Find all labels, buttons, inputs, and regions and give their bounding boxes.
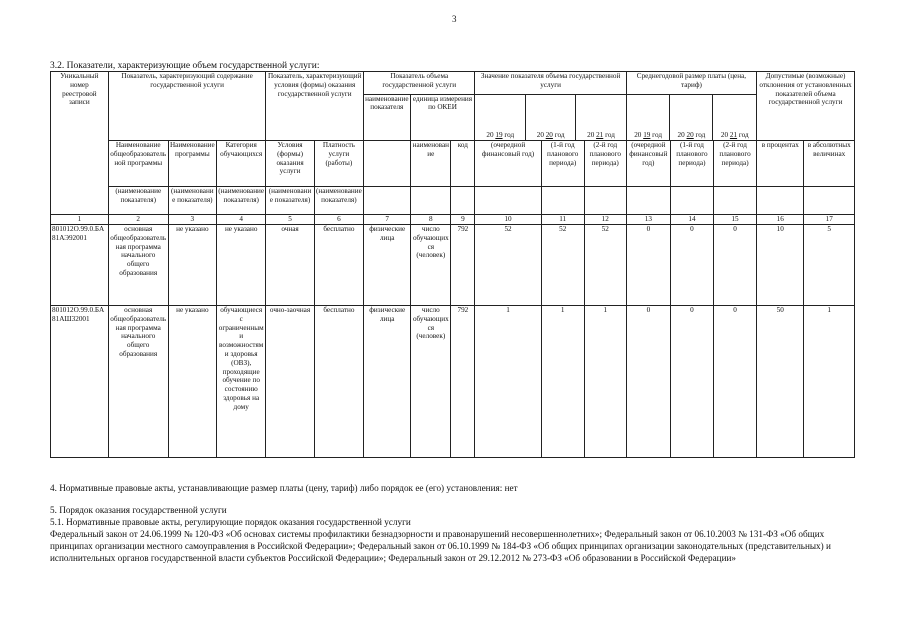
column-numbers-row xyxy=(51,215,855,225)
row-form: очно-заочная xyxy=(266,306,314,458)
col-number: 13 xyxy=(626,215,670,225)
year-header-4: 20 19 год xyxy=(627,94,670,140)
header-volume-indicator: Показатель объема государственной услуги xyxy=(364,72,474,94)
header-unit: единица измерения по ОКЕИ xyxy=(412,94,473,112)
row-value-2: 1 xyxy=(541,306,584,458)
header-indicator-name: наименование показателя xyxy=(364,94,410,140)
col-number: 16 xyxy=(757,215,804,225)
col-number: 9 xyxy=(451,215,475,225)
row-value-1: 1 xyxy=(475,306,541,458)
col-number: 5 xyxy=(266,215,314,225)
header-paid: Платность услуги (работы) xyxy=(314,141,363,187)
year-header-6: 20 21 год xyxy=(720,131,749,140)
year-note-2: (1-й год планового периода) xyxy=(541,141,584,187)
col-number: 8 xyxy=(411,215,451,225)
paragraph-legal-acts: 5.1. Нормативные правовые акты, регулирующие порядок оказания государственной услуги xyxy=(50,517,411,527)
row-code: 792 xyxy=(451,225,475,306)
row-program-name: не указано xyxy=(168,306,216,458)
table-row xyxy=(51,306,855,458)
header-naim-5: (наименование показателя) xyxy=(314,187,363,215)
header-content-indicator: Показатель, характеризующий содержание государственной услуги xyxy=(108,72,266,141)
row-value-3: 52 xyxy=(584,225,626,306)
row-value-1: 52 xyxy=(475,225,541,306)
row-dev-absolute: 1 xyxy=(804,306,855,458)
year-header-3: 20 21 год xyxy=(587,131,615,140)
header-conditions-indicator: Показатель, характеризующий условия (формы) оказания государственной услуги xyxy=(266,72,364,141)
row-program-name: не указано xyxy=(168,225,216,306)
row-price-1: 0 xyxy=(626,225,670,306)
header-forms: Условия (формы) оказания услуги xyxy=(266,141,314,187)
col-number: 15 xyxy=(714,215,757,225)
header-naim-2: (наименование показателя) xyxy=(168,187,216,215)
row-id: 801012О.99.0.БА81АЭ92001 xyxy=(51,225,109,306)
row-category: не указано xyxy=(217,225,266,306)
row-price-3: 0 xyxy=(714,306,757,458)
row-price-3: 0 xyxy=(714,225,757,306)
col-number: 1 xyxy=(51,215,109,225)
header-percent: в процентах xyxy=(757,141,804,187)
laws-text: Федеральный закон от 24.06.1999 № 120-ФЗ «Об основах системы профилактики безнадзорности и правонарушений несовершеннолетних»; Федеральный закон от 06.10.2003 № 131-ФЗ «Об общих принципах организации местного самоуправления в Российской Федерации»; Федеральный закон от 06.10.1999 № 184-ФЗ «Об общих принципах организации законодательных (представительных) и исполнительных органов государственной власти субъектов Российской Федерации»; Федеральный закон от 29.12.2012 № 273-ФЗ «Об образовании в Российской Федерации» xyxy=(50,529,831,563)
header-program-level: Наименование общеобразовательной программы xyxy=(108,141,168,187)
header-code: код xyxy=(451,141,475,187)
row-dev-percent: 10 xyxy=(757,225,804,306)
row-value-3: 1 xyxy=(584,306,626,458)
row-paid: бесплатно xyxy=(314,225,363,306)
col-number: 10 xyxy=(475,215,541,225)
row-dev-absolute: 5 xyxy=(804,225,855,306)
col-number: 14 xyxy=(670,215,713,225)
row-dev-percent: 50 xyxy=(757,306,804,458)
header-avg-fee: Среднегодовой размер платы (цена, тариф) xyxy=(627,72,756,94)
header-absolute: в абсолютных величинах xyxy=(804,141,855,187)
col-number: 2 xyxy=(108,215,168,225)
row-id: 801012О.99.0.БА81АШ32001 xyxy=(51,306,109,458)
page-number: 3 xyxy=(452,14,457,24)
row-price-1: 0 xyxy=(626,306,670,458)
row-program: основная общеобразовательная программа начального общего образования xyxy=(108,306,168,458)
col-number: 3 xyxy=(168,215,216,225)
table-row xyxy=(51,225,855,306)
col-number: 7 xyxy=(364,215,411,225)
row-unit: число обучающихся (человек) xyxy=(411,225,451,306)
header-naim-1: (наименование показателя) xyxy=(108,187,168,215)
row-price-2: 0 xyxy=(670,225,713,306)
section-title: 3.2. Показатели, характеризующие объем государственной услуги: xyxy=(50,61,320,71)
year-note-4: (очередной финансовый год) xyxy=(626,141,670,187)
paragraph-procedure: 5. Порядок оказания государственной услуги xyxy=(50,505,227,515)
col-number: 4 xyxy=(217,215,266,225)
header-naim-4: (наименование показателя) xyxy=(266,187,314,215)
header-naim-3: (наименование показателя) xyxy=(217,187,266,215)
row-category: обучающиеся с ограниченными возможностями здоровья (ОВЗ), проходящие обучение по состоянию здоровья на дому xyxy=(217,306,266,458)
header-value: Значение показателя объема государственной услуги xyxy=(475,72,625,94)
year-header-1: 20 19 год xyxy=(475,94,525,140)
paragraph-fees: 4. Нормативные правовые акты, устанавливающие размер платы (цену, тариф) либо порядок ее (его) установления: нет xyxy=(50,483,518,493)
row-indicator: физические лица xyxy=(364,306,411,458)
year-note-1: (очередной финансовый год) xyxy=(475,141,541,187)
year-header-5: 20 20 год xyxy=(670,94,713,140)
row-form: очная xyxy=(266,225,314,306)
row-paid: бесплатно xyxy=(314,306,363,458)
year-header-2: 20 20 год xyxy=(526,94,576,140)
col-number: 11 xyxy=(541,215,584,225)
row-code: 792 xyxy=(451,306,475,458)
row-price-2: 0 xyxy=(670,306,713,458)
header-program-name: Наименование программы xyxy=(168,141,216,187)
header-unique-number: Уникальный номер реестровой записи xyxy=(51,72,109,215)
header-unit-name: наименование xyxy=(411,141,451,187)
header-category: Категория обучающихся xyxy=(217,141,266,187)
col-number: 12 xyxy=(584,215,626,225)
year-note-6: (2-й год планового периода) xyxy=(714,141,757,187)
header-deviation: Допустимые (возможные) отклонения от установленных показателей объема государственной услуги xyxy=(757,72,855,141)
volume-indicators-table xyxy=(50,71,855,458)
row-unit: число обучающихся (человек) xyxy=(411,306,451,458)
row-indicator: физические лица xyxy=(364,225,411,306)
year-note-5: (1-й год планового периода) xyxy=(670,141,713,187)
col-number: 17 xyxy=(804,215,855,225)
year-note-3: (2-й год планового периода) xyxy=(584,141,626,187)
col-number: 6 xyxy=(314,215,363,225)
row-program: основная общеобразовательная программа начального общего образования xyxy=(108,225,168,306)
row-value-2: 52 xyxy=(541,225,584,306)
